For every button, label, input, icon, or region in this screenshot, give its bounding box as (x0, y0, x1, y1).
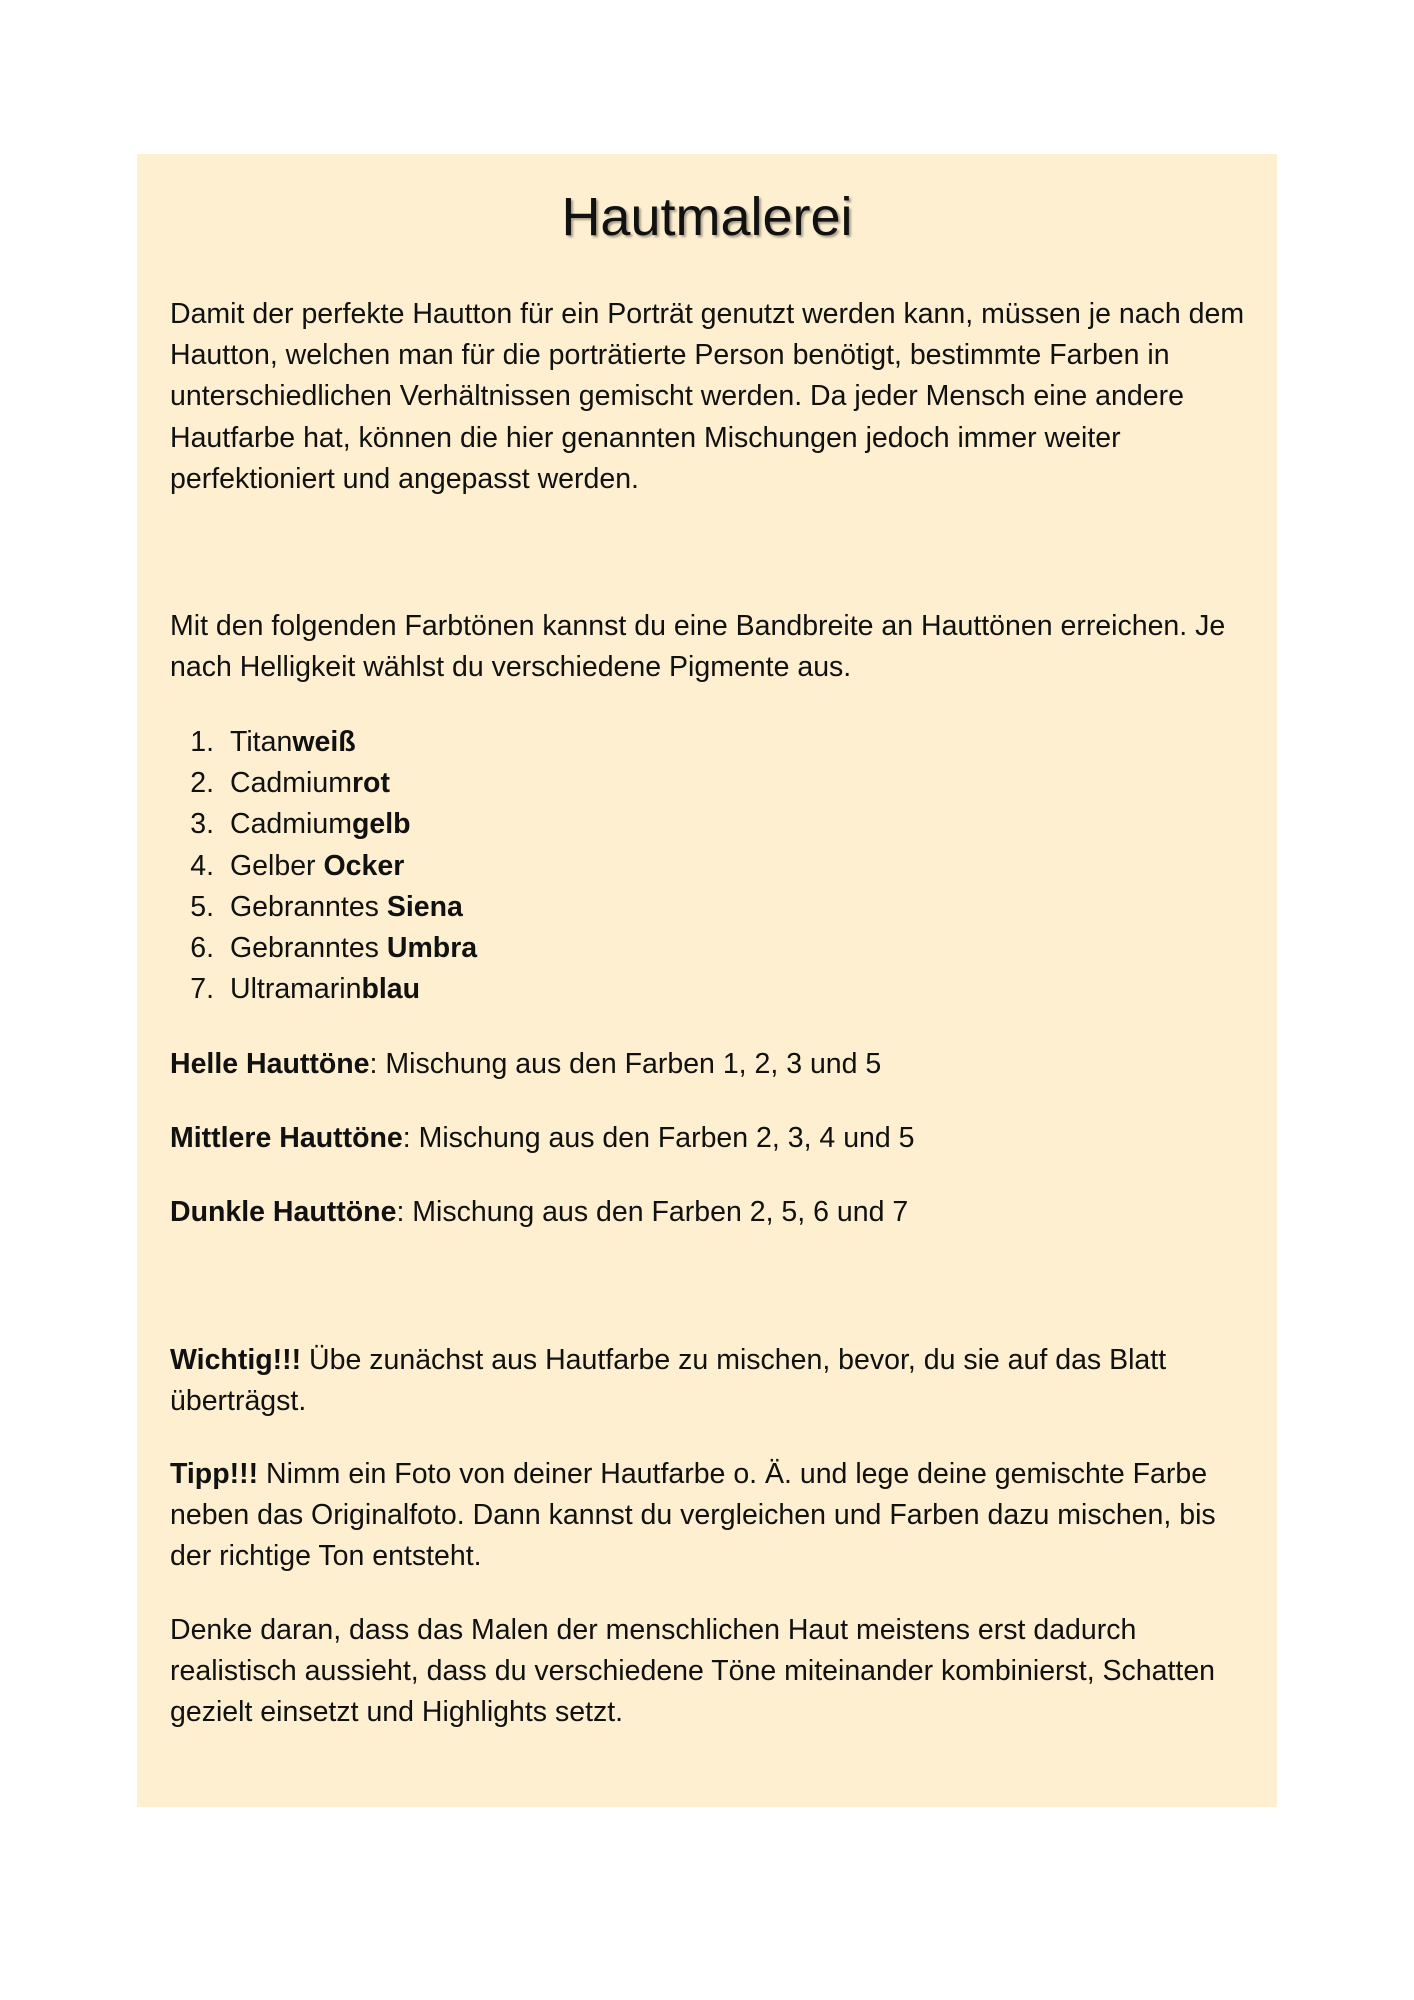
mix-light: Helle Hauttöne: Mischung aus den Farben 1, 2, 3 und 5 (170, 1048, 882, 1080)
list-item: 3. Cadmiumgelb (190, 808, 411, 841)
color-list (170, 722, 477, 1010)
list-item: 1. Titanweiß (190, 726, 356, 758)
list-item: 7. Ultramarinblau (190, 973, 421, 1006)
content-panel (137, 154, 1277, 1807)
list-item: 2. Cadmiumrot (190, 767, 390, 800)
list-item: 5. Gebranntes Siena (190, 890, 463, 923)
list-item: 6. Gebranntes Umbra (190, 932, 478, 965)
remember-paragraph: Denke daran, dass das Malen der menschlichen Haut meistens erst dadurch realistisch aussieht, dass du verschiedene Töne miteinander kombinierst, Schatten gezielt einsetzt und Highlights setzt. (170, 1614, 1216, 1729)
list-item: 4. Gelber Ocker (190, 849, 405, 882)
important-note: Wichtig!!! Übe zunächst aus Hautfarbe zu mischen, bevor, du sie auf das Blatt überträgst. (170, 1344, 1167, 1418)
mix-dark: Dunkle Hauttöne: Mischung aus den Farben 2, 5, 6 und 7 (170, 1196, 909, 1228)
colors-intro-paragraph: Mit den folgenden Farbtönen kannst du eine Bandbreite an Hauttönen erreichen. Je nach Helligkeit wählst du verschiedene Pigmente aus. (170, 610, 1226, 684)
mix-medium: Mittlere Hauttöne: Mischung aus den Farben 2, 3, 4 und 5 (170, 1122, 915, 1154)
tip-note: Tipp!!! Nimm ein Foto von deiner Hautfarbe o. Ä. und lege deine gemischte Farbe neben das Originalfoto. Dann kannst du vergleichen und Farben dazu mischen, bis der richtige Ton entsteht. (170, 1458, 1216, 1573)
intro-paragraph: Damit der perfekte Hautton für ein Porträt genutzt werden kann, müssen je nach dem Hautton, welchen man für die porträtierte Person benötigt, bestimmte Farben in unterschiedlichen Verhältnissen gemischt werden. Da jeder Mensch eine andere Hautfarbe hat, können die hier genannten Mischungen jedoch immer weiter perfektioniert und angepasst werden. (170, 298, 1245, 495)
page-title: Hautmalerei (561, 187, 853, 247)
